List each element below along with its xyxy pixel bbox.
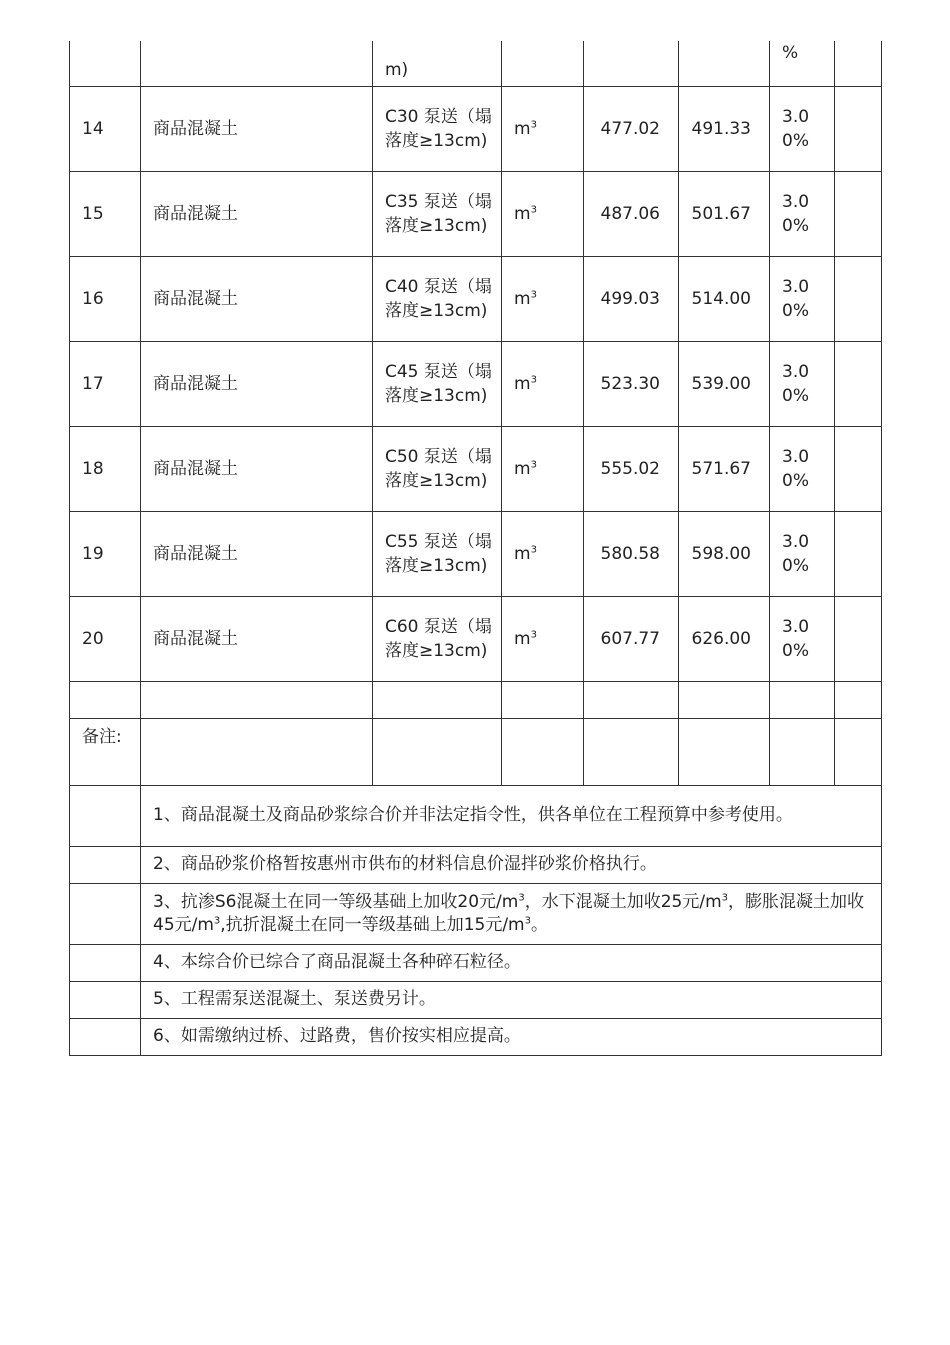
table-row bbox=[70, 426, 882, 511]
material-name: 商品混凝土 bbox=[141, 86, 373, 171]
note-1: 1、商品混凝土及商品砂浆综合价并非法定指令性，供各单位在工程预算中参考使用。 bbox=[141, 785, 882, 846]
material-name: 商品混凝土 bbox=[141, 341, 373, 426]
table-row bbox=[70, 86, 882, 171]
note-row bbox=[70, 785, 882, 846]
table-row bbox=[70, 511, 882, 596]
unit-cell: $m^3$ bbox=[502, 86, 584, 171]
price-cell: 491.33 bbox=[679, 86, 770, 171]
price-cell: 523.30 bbox=[584, 341, 679, 426]
rate-cell: 3.00% bbox=[770, 256, 835, 341]
row-number: 19 bbox=[70, 511, 141, 596]
note-row bbox=[70, 883, 882, 944]
price-cell: 607.77 bbox=[584, 596, 679, 681]
table-row bbox=[70, 341, 882, 426]
rate-cell: 3.00% bbox=[770, 341, 835, 426]
spec-cell: C35 泵送（塌落度≥13cm) bbox=[373, 171, 502, 256]
price-cell: 499.03 bbox=[584, 256, 679, 341]
spec-cell: C50 泵送（塌落度≥13cm) bbox=[373, 426, 502, 511]
spec-cell: C55 泵送（塌落度≥13cm) bbox=[373, 511, 502, 596]
unit-cell: $m^3$ bbox=[502, 596, 584, 681]
rate-cell: 3.00% bbox=[770, 596, 835, 681]
price-cell: 555.02 bbox=[584, 426, 679, 511]
price-cell: 539.00 bbox=[679, 341, 770, 426]
table-row bbox=[70, 256, 882, 341]
price-cell: 514.00 bbox=[679, 256, 770, 341]
material-name: 商品混凝土 bbox=[141, 511, 373, 596]
rate-cell: % bbox=[770, 41, 835, 86]
table-row bbox=[70, 596, 882, 681]
material-name: 商品混凝土 bbox=[141, 171, 373, 256]
table-row bbox=[70, 41, 882, 86]
rate-cell: 3.00% bbox=[770, 86, 835, 171]
price-cell: 477.02 bbox=[584, 86, 679, 171]
note-row bbox=[70, 846, 882, 883]
rate-cell: 3.00% bbox=[770, 511, 835, 596]
spec-cell: C30 泵送（塌落度≥13cm) bbox=[373, 86, 502, 171]
price-cell: 571.67 bbox=[679, 426, 770, 511]
unit-cell: $m^3$ bbox=[502, 426, 584, 511]
unit-cell: $m^3$ bbox=[502, 256, 584, 341]
table-row-empty bbox=[70, 681, 882, 718]
row-number: 20 bbox=[70, 596, 141, 681]
note-2: 2、商品砂浆价格暂按惠州市供布的材料信息价湿拌砂浆价格执行。 bbox=[141, 846, 882, 883]
table-row bbox=[70, 171, 882, 256]
price-cell: 626.00 bbox=[679, 596, 770, 681]
row-number: 16 bbox=[70, 256, 141, 341]
unit-cell: $m^3$ bbox=[502, 341, 584, 426]
rate-cell: 3.00% bbox=[770, 426, 835, 511]
material-name: 商品混凝土 bbox=[141, 596, 373, 681]
rate-cell: 3.00% bbox=[770, 171, 835, 256]
remarks-label: 备注: bbox=[70, 718, 141, 785]
remarks-row bbox=[70, 718, 882, 785]
spec-cell: C40 泵送（塌落度≥13cm) bbox=[373, 256, 502, 341]
material-name: 商品混凝土 bbox=[141, 426, 373, 511]
price-table bbox=[69, 41, 882, 1056]
note-6: 6、如需缴纳过桥、过路费，售价按实相应提高。 bbox=[141, 1018, 882, 1055]
spec-cell: C60 泵送（塌落度≥13cm) bbox=[373, 596, 502, 681]
row-number: 14 bbox=[70, 86, 141, 171]
note-3: 3、抗渗S6混凝土在同一等级基础上加收20元$/m^3$，水下混凝土加收25元$/m^3$，膨胀混凝土加收45元$/m^3$,抗折混凝土在同一等级基础上加15元$/m^3$。 bbox=[141, 883, 882, 944]
unit-cell: $m^3$ bbox=[502, 171, 584, 256]
spec-cell: C45 泵送（塌落度≥13cm) bbox=[373, 341, 502, 426]
price-cell: 501.67 bbox=[679, 171, 770, 256]
price-cell: 487.06 bbox=[584, 171, 679, 256]
unit-cell: $m^3$ bbox=[502, 511, 584, 596]
note-row bbox=[70, 1018, 882, 1055]
price-cell: 598.00 bbox=[679, 511, 770, 596]
row-number: 18 bbox=[70, 426, 141, 511]
material-name: 商品混凝土 bbox=[141, 256, 373, 341]
row-number: 15 bbox=[70, 171, 141, 256]
row-number: 17 bbox=[70, 341, 141, 426]
note-row bbox=[70, 944, 882, 981]
note-4: 4、本综合价已综合了商品混凝土各种碎石粒径。 bbox=[141, 944, 882, 981]
price-cell: 580.58 bbox=[584, 511, 679, 596]
note-row bbox=[70, 981, 882, 1018]
note-5: 5、工程需泵送混凝土、泵送费另计。 bbox=[141, 981, 882, 1018]
spec-cell: m) bbox=[373, 41, 502, 86]
